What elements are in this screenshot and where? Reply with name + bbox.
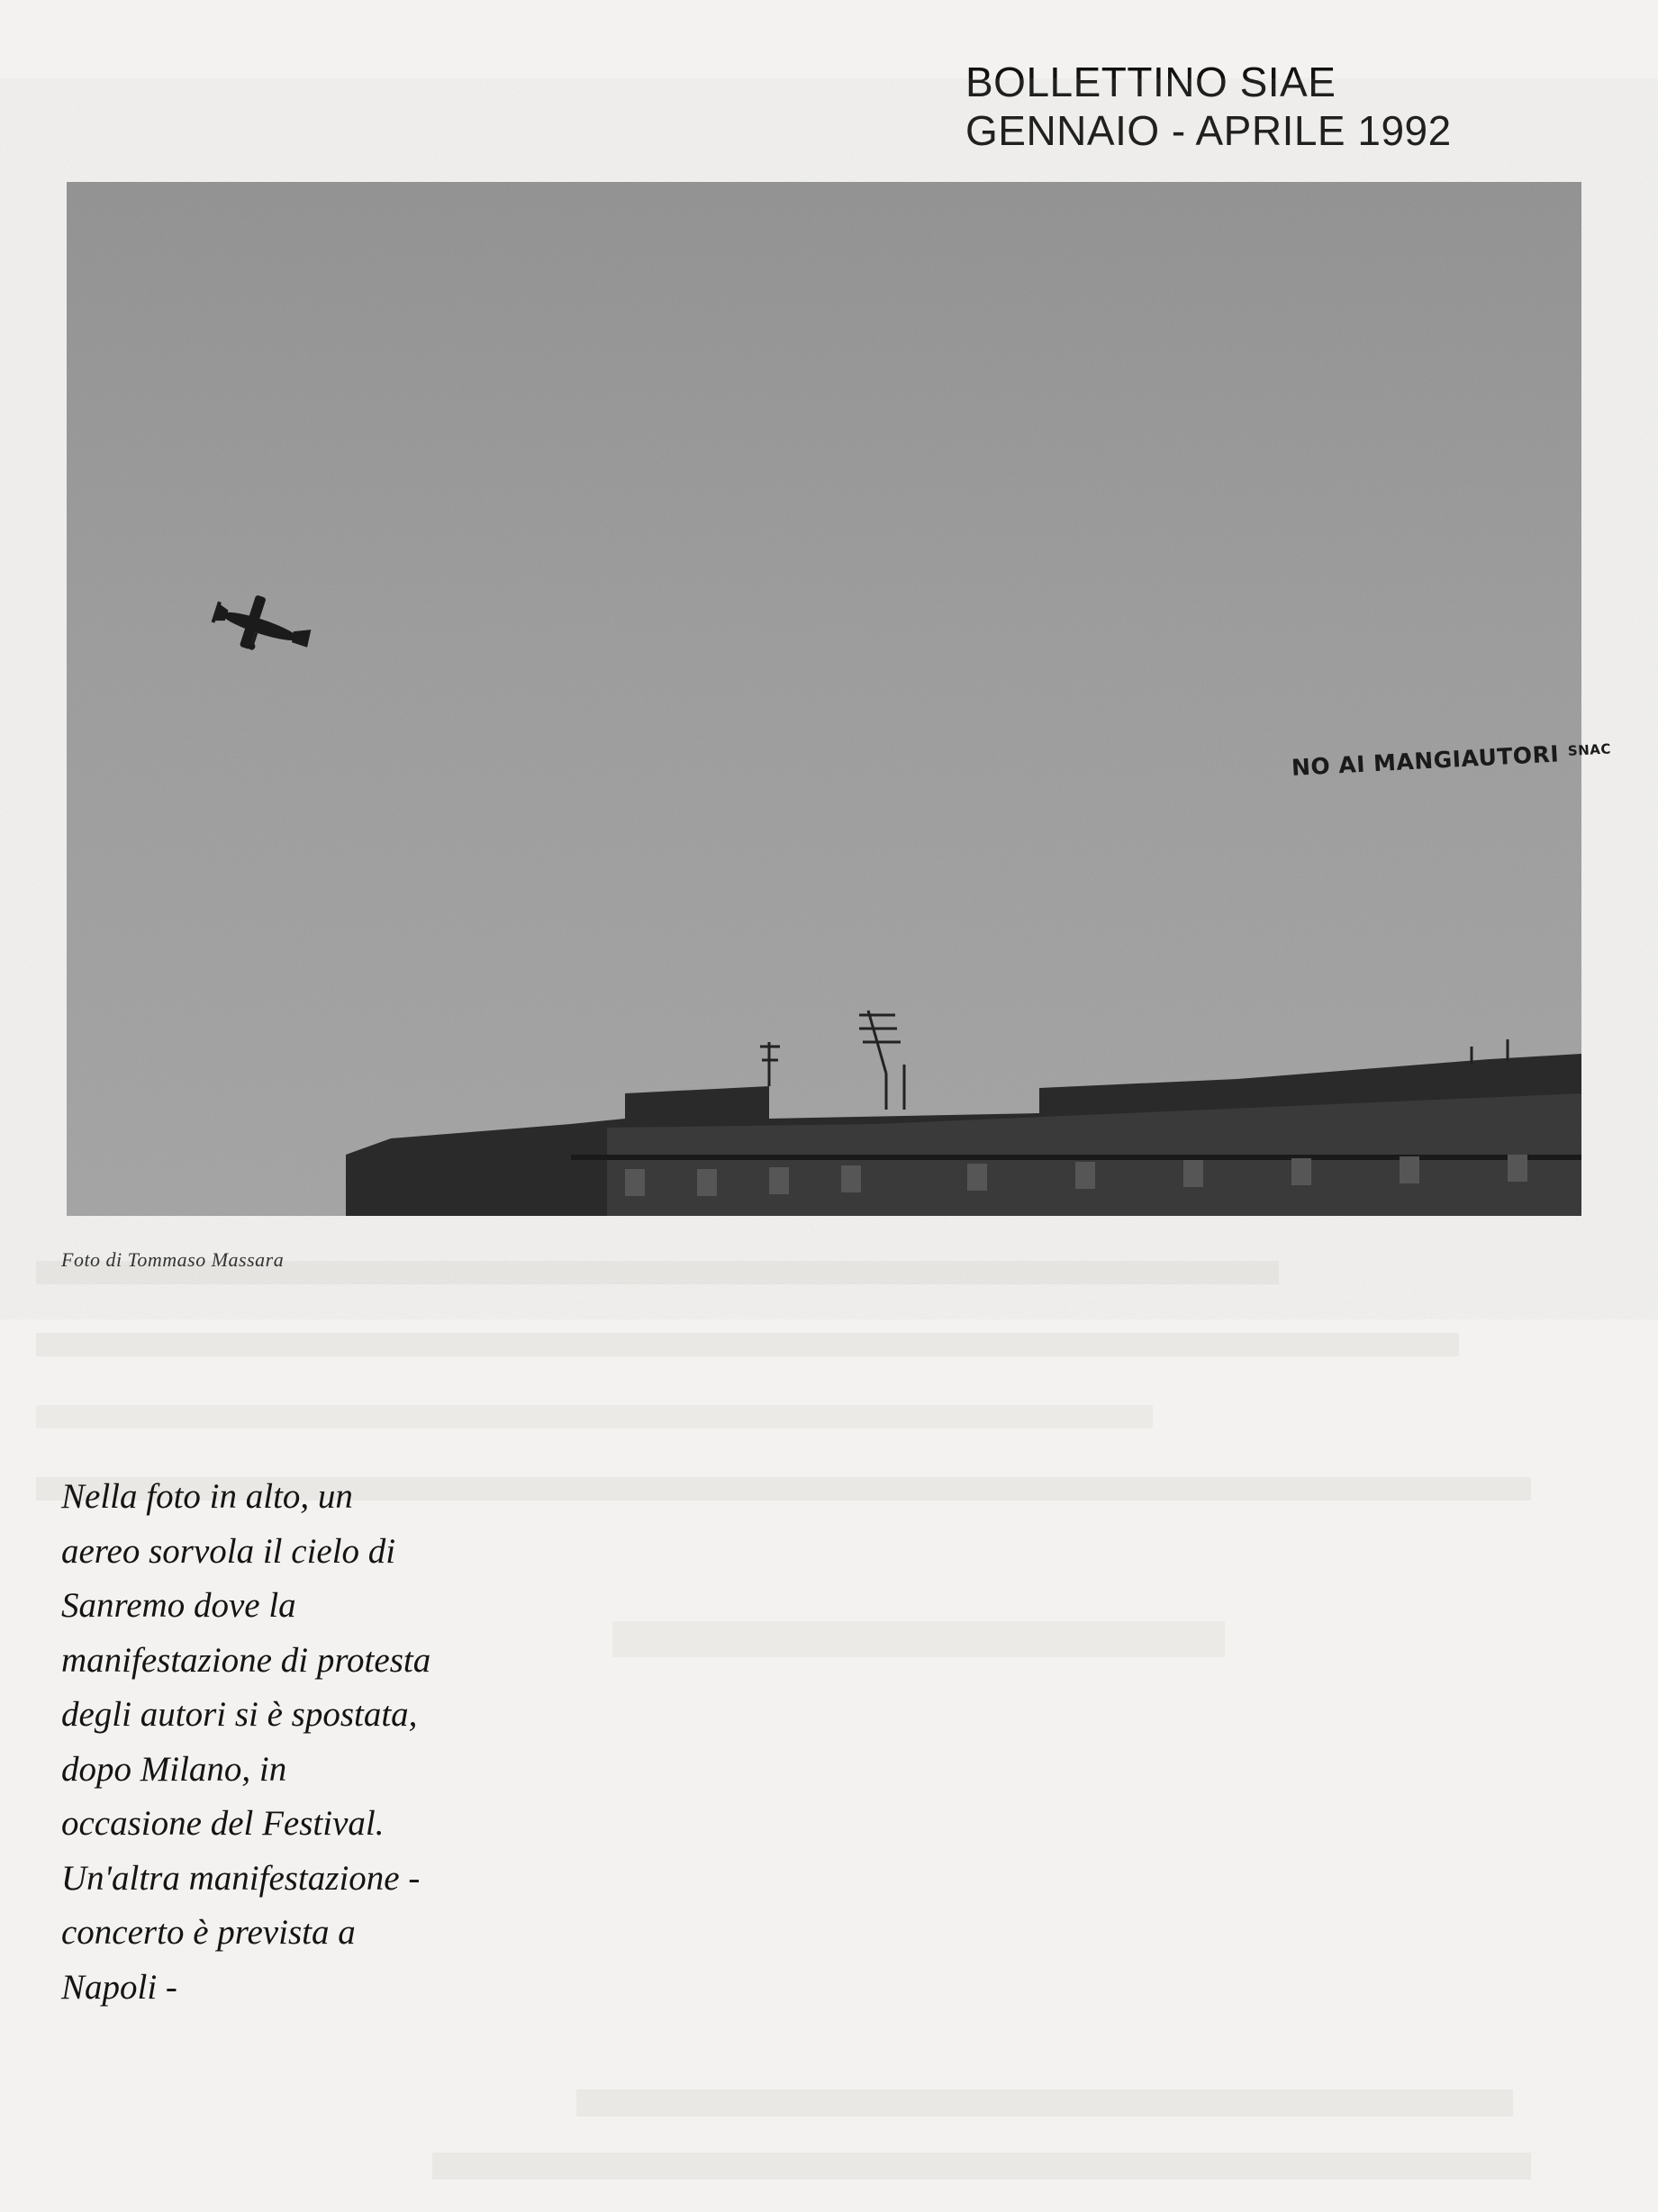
caption-line: Sanremo dove la [61, 1586, 296, 1625]
caption-line: manifestazione di protesta [61, 1640, 431, 1680]
caption-line: concerto è prevista a [61, 1913, 356, 1952]
photo-credit: Foto di Tommaso Massara [61, 1248, 285, 1271]
film-grain [67, 182, 1581, 1216]
caption-line: Un'altra manifestazione - [61, 1858, 421, 1898]
photo-scene [67, 182, 1581, 1216]
caption-line: dopo Milano, in [61, 1749, 287, 1789]
caption-line: aereo sorvola il cielo di [61, 1531, 396, 1571]
publication-header [965, 58, 1452, 155]
caption-line: degli autori si è spostata, [61, 1695, 418, 1734]
photograph [67, 182, 1612, 1216]
caption-line: occasione del Festival. [61, 1804, 385, 1843]
header-title: BOLLETTINO SIAE [965, 59, 1336, 105]
caption-line: Nella foto in alto, un [61, 1477, 353, 1516]
caption-line: Napoli - [61, 1967, 177, 2007]
banner-text: NO AI MANGIAUTORI [1291, 740, 1560, 781]
banner-tag: SNAC [1567, 740, 1612, 759]
photo-caption [61, 1470, 548, 2015]
header-date: GENNAIO - APRILE 1992 [965, 107, 1452, 154]
